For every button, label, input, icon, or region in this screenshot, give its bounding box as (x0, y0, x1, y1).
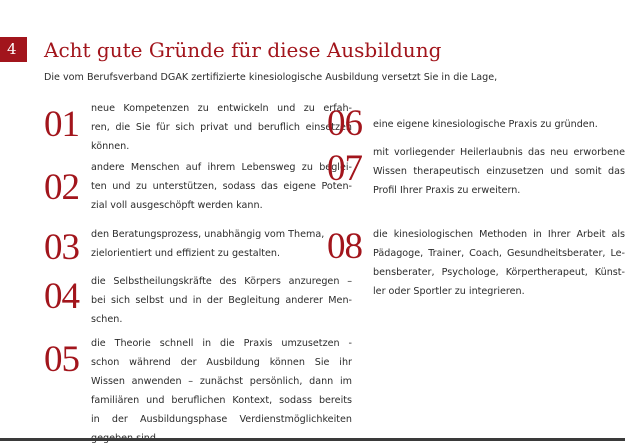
reason-number: 05 (44, 339, 79, 380)
reason-text: andere Menschen auf ihrem Lebensweg zu beglei- ten und zu unterstützen, sodass das eigene Poten- zial voll ausgeschöpft werden kann. (91, 162, 352, 211)
reason-number: 04 (44, 276, 79, 317)
reason-number: 03 (44, 227, 79, 268)
reason-number: 08 (327, 226, 362, 267)
page-title: Acht gute Gründe für diese Ausbildung (44, 38, 442, 62)
reason-number: 01 (44, 104, 79, 145)
reason-text: eine eigene kinesiologische Praxis zu gründen. (373, 119, 598, 130)
intro-text: Die vom Berufsverband DGAK zertifizierte kinesiologische Ausbildung versetzt Sie in die Lage, (44, 72, 498, 83)
page-number-tab: 4 (0, 37, 27, 62)
reason-text: die kinesiologischen Methoden in Ihrer Arbeit als Pädagoge, Trainer, Coach, Gesundheitsberater, Le- bensberater, Psychologe, Körpertherapeut, Künst- ler oder Sportler zu integrieren. (373, 229, 625, 297)
reason-number: 07 (327, 148, 362, 189)
reason-number: 02 (44, 167, 79, 208)
reason-text: die Selbstheilungskräfte des Körpers anzuregen – bei sich selbst und in der Begleitung anderer Men- schen. (91, 276, 352, 325)
reason-text: mit vorliegender Heilerlaubnis das neu erworbene Wissen therapeutisch einzusetzen und somit das Profil Ihrer Praxis zu erweitern. (373, 147, 625, 196)
reason-number: 06 (327, 103, 362, 144)
reason-text: den Beratungsprozess, unabhängig vom Thema, zielorientiert und effizient zu gestalten. (91, 229, 325, 259)
reason-text: die Theorie schnell in die Praxis umzusetzen - schon während der Ausbildung können Sie ihr Wissen anwenden – zunächst persönlich, dann im familiären und beruflichen Kontext, sodass bereits in der Ausbildungsphase Verdienstmöglichkeiten (91, 338, 352, 425)
reason-text: neue Kompetenzen zu entwickeln und zu erfah- ren, die Sie für sich privat und beruflich einsetzen können. (91, 103, 352, 152)
